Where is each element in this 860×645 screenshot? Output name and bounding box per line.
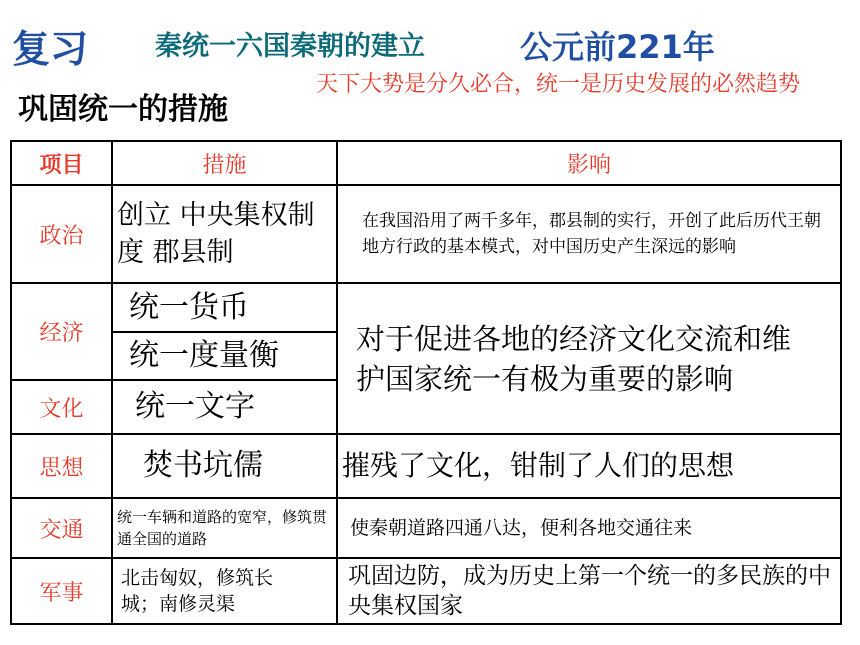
- measure-culture: 统一文字: [135, 389, 255, 424]
- measure-transport: 统一车辆和道路的宽窄，修筑贯通全国的道路: [117, 508, 328, 548]
- header-measure: 措施: [112, 141, 337, 185]
- section-heading: 巩固统一的措施: [18, 92, 228, 127]
- impact-politics: 在我国沿用了两千多年，郡县制的实行，开创了此后历代王朝地方行政的基本模式，对中国历史产生深远的影响: [362, 211, 821, 257]
- table-row-economy-1: [11, 283, 841, 332]
- category-transport: 交通: [11, 498, 112, 558]
- lesson-subtitle: 秦统一六国秦朝的建立: [155, 31, 425, 62]
- category-economy: 经济: [11, 283, 112, 380]
- measure-thought: 焚书坑儒: [143, 448, 263, 483]
- measure-economy-measures: 统一度量衡: [129, 338, 279, 373]
- summary-note: 天下大势是分久必合，统一是历史发展的必然趋势: [316, 72, 801, 97]
- impact-thought: 摧残了文化，钳制了人们的思想: [342, 449, 735, 482]
- impact-military: 巩固边防，成为历史上第一个统一的多民族的中央集权国家: [348, 563, 831, 619]
- date-label: 公元前221年: [520, 28, 715, 66]
- measures-table: [10, 140, 842, 625]
- header-impact: 影响: [337, 141, 841, 185]
- header-category: 项目: [11, 141, 112, 185]
- measure-military: 北击匈奴，修筑长城；南修灵渠: [121, 567, 274, 615]
- table-row-thought: [11, 434, 841, 498]
- category-culture: 文化: [11, 380, 112, 434]
- category-military: 军事: [11, 558, 112, 624]
- category-politics: 政治: [11, 185, 112, 283]
- table-row-transport: [11, 498, 841, 558]
- table-header-row: [11, 141, 841, 185]
- table-row-politics: [11, 185, 841, 283]
- category-thought: 思想: [11, 434, 112, 498]
- review-title: 复习: [12, 27, 89, 71]
- table-row-military: [11, 558, 841, 624]
- measure-economy-currency: 统一货币: [129, 289, 249, 325]
- impact-economy-culture: 对于促进各地的经济文化交流和维护国家统一有极为重要的影响: [356, 321, 792, 396]
- measure-politics: 创立 中央集权制度 郡县制: [117, 200, 315, 268]
- impact-transport: 使秦朝道路四通八达，便利各地交通往来: [350, 517, 693, 539]
